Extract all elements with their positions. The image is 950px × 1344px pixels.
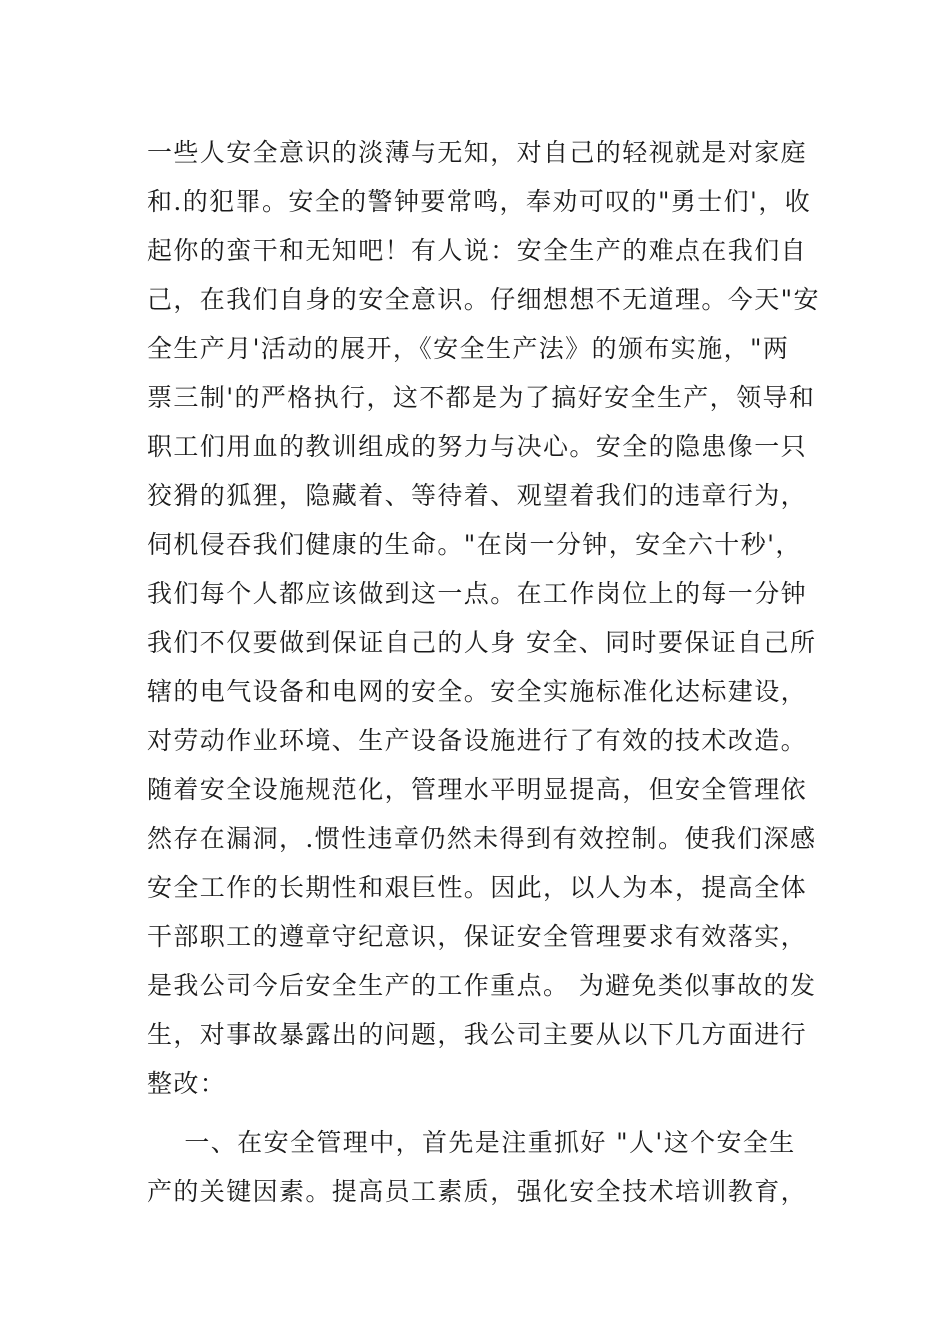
text-line: 随着安全设施规范化，管理水平明显提高，但安全管理依 [147, 775, 808, 804]
text-line: 起你的蛮干和无知吧！有人说：安全生产的难点在我们自 [147, 236, 808, 265]
text-line: 己，在我们自身的安全意识。仔细想想不无道理。今天"安 [147, 285, 820, 314]
body-text [147, 128, 820, 1216]
text-line: 辖的电气设备和电网的安全。安全实施标准化达标建设， [147, 677, 808, 706]
text-line: 然存在漏洞，.惯性违章仍然未得到有效控制。使我们深感 [147, 824, 817, 853]
text-line: 票三制'的严格执行，这不都是为了搞好安全生产，领导和 [147, 383, 816, 412]
text-line: 产的关键因素。提高员工素质，强化安全技术培训教育， [147, 1177, 808, 1206]
paragraph-first-line: 一、在安全管理中，首先是注重抓好 "人'这个安全生 [147, 1128, 796, 1157]
text-line: 和.的犯罪。安全的警钟要常鸣，奉劝可叹的"勇士们'，收 [147, 187, 812, 216]
text-line: 伺机侵吞我们健康的生命。"在岗一分钟，安全六十秒'， [147, 530, 802, 559]
text-line: 干部职工的遵章守纪意识，保证安全管理要求有效落实， [147, 922, 808, 951]
text-line: 对劳动作业环境、生产设备设施进行了有效的技术改造。 [147, 726, 808, 755]
text-line: 一些人安全意识的淡薄与无知，对自己的轻视就是对家庭 [147, 138, 808, 167]
text-line: 整改： [147, 1069, 227, 1098]
text-line: 职工们用血的教训组成的努力与决心。安全的隐患像一只 [147, 432, 808, 461]
text-line: 狡猾的狐狸，隐藏着、等待着、观望着我们的违章行为， [147, 481, 808, 510]
text-line: 生，对事故暴露出的问题，我公司主要从以下几方面进行 [147, 1020, 808, 1049]
text-line: 全生产月'活动的展开，《安全生产法》的颁布实施，"两 [147, 334, 790, 363]
text-line: 我们每个人都应该做到这一点。在工作岗位上的每一分钟 [147, 579, 808, 608]
text-line: 是我公司今后安全生产的工作重点。 为避免类似事故的发 [147, 971, 817, 1000]
text-line: 安全工作的长期性和艰巨性。因此，以人为本，提高全体 [147, 873, 808, 902]
text-line: 我们不仅要做到保证自己的人身 安全、同时要保证自己所 [147, 628, 817, 657]
